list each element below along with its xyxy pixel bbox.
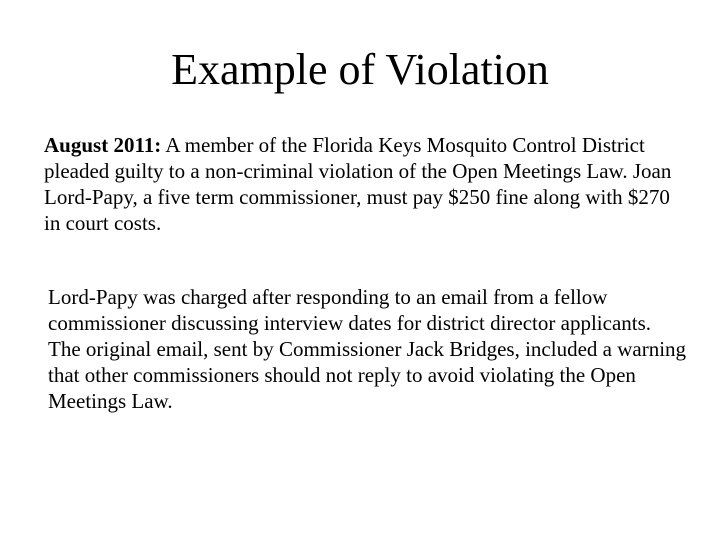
paragraph-charge-details: Lord-Papy was charged after responding to an email from a fellow commissioner discussing interview dates for district director applicants. The original email, sent by Commissioner Jack Bridges, included a warning that other commissioners should not reply to avoid violating the Open Meetings Law. <box>48 285 687 413</box>
paragraph-summary-text: A member of the Florida Keys Mosquito Control District pleaded guilty to a non-criminal violation of the Open Meetings Law. Joan Lord-Papy, a five term commissioner, must pay $250 fine along with $270 in court costs. <box>44 133 672 235</box>
slide-title: Example of Violation <box>171 45 549 94</box>
paragraph-lead-date: August 2011: <box>44 133 162 157</box>
paragraph-violation-summary <box>44 132 684 236</box>
